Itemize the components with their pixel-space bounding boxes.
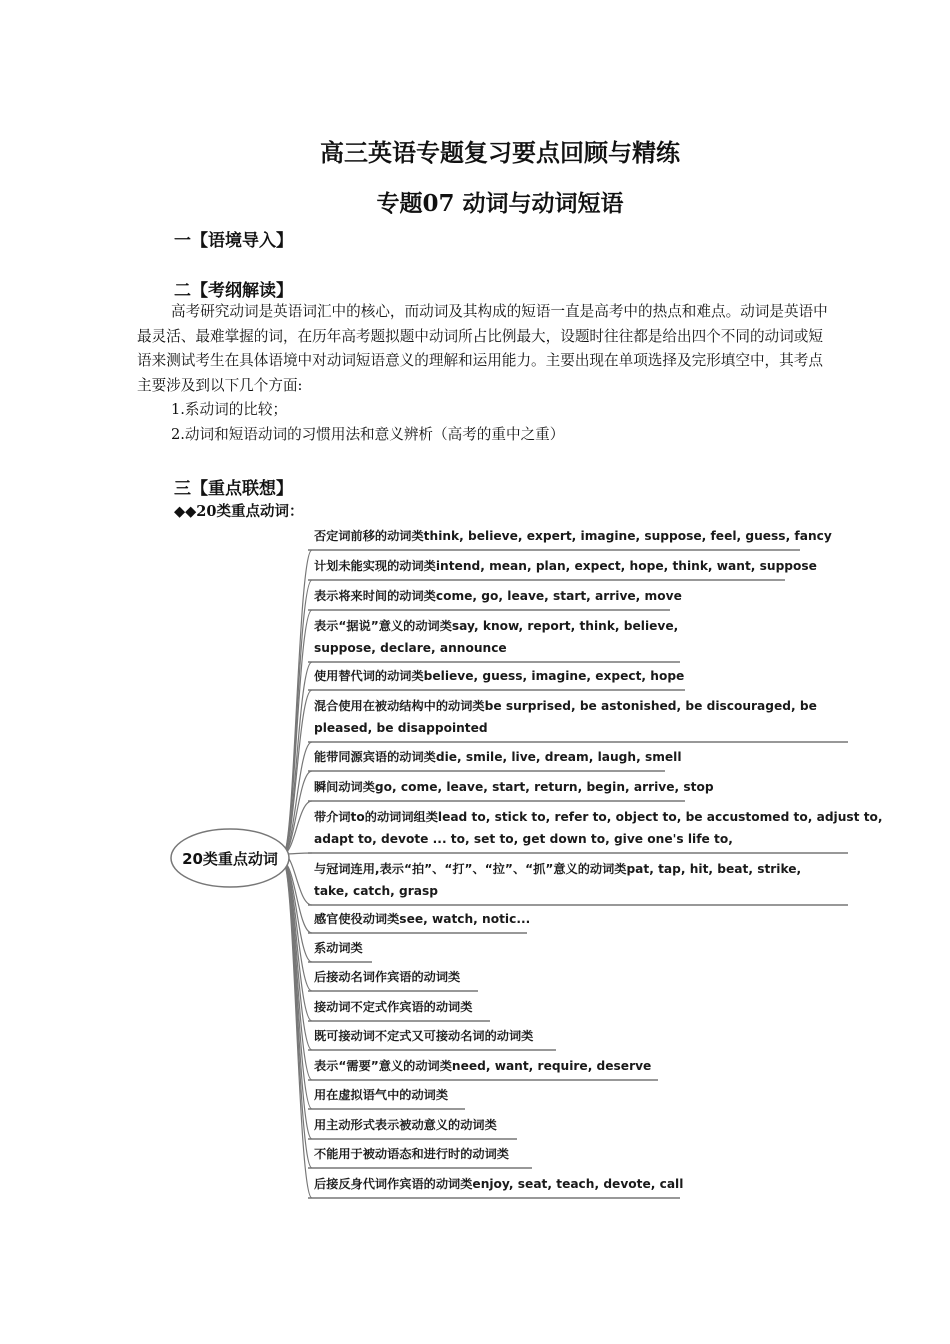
branch-label: 既可接动词不定式又可接动名词的动词类	[314, 1029, 534, 1043]
branch-label: 带介词to的动词词组类lead to, stick to, refer to, object to, be accustomed to, adjust to,	[314, 810, 883, 824]
branch-label: take, catch, grasp	[314, 884, 438, 898]
branch-label: suppose, declare, announce	[314, 641, 507, 655]
mindmap-connector	[283, 610, 312, 854]
branch-label: 用主动形式表示被动意义的动词类	[314, 1118, 497, 1132]
branch-label: 接动词不定式作宾语的动词类	[314, 1000, 473, 1014]
intro-paragraph: 高考研究动词是英语词汇中的核心，而动词及其构成的短语一直是高考中的热点和难点。动词是英语中最灵活、最难掌握的词，在历年高考题拟题中动词所占比例最大，设题时往往都是给出四个不同的动词或短语来测试考生在具体语境中对动词短语意义的理解和运用能力。主要出现在单项选择及完形填空中，其考点主要涉及到以下几个方面:	[137, 303, 828, 394]
branch-label: 不能用于被动语态和进行时的动词类	[314, 1147, 509, 1161]
branch-label: adapt to, devote ... to, set to, get down to, give one's life to,	[314, 832, 733, 846]
section-heading-1: 一【语境导入】	[174, 231, 293, 251]
branch-label: 计划未能实现的动词类intend, mean, plan, expect, hope, think, want, suppose	[314, 559, 817, 573]
branch-label: 表示“需要”意义的动词类need, want, require, deserve	[314, 1059, 652, 1073]
branch-label: 混合使用在被动结构中的动词类be surprised, be astonished, be discouraged, be	[314, 699, 817, 713]
mindmap-heading: ◆◆20类重点动词：	[174, 503, 304, 520]
mindmap-center-label: 20类重点动词	[182, 850, 278, 868]
branch-label: 否定词前移的动词类think, believe, expert, imagine, suppose, feel, guess, fancy	[314, 529, 832, 543]
branch-label: 表示将来时间的动词类come, go, leave, start, arrive, move	[314, 589, 682, 603]
intro-list-item-2: 2.动词和短语动词的习惯用法和意义辨析（高考的重中之重）	[171, 425, 565, 443]
branch-label: pleased, be disappointed	[314, 721, 488, 735]
branch-label: 后接反身代词作宾语的动词类enjoy, seat, teach, devote, call	[314, 1177, 684, 1191]
branch-label: 感官使役动词类see, watch, notic...	[314, 912, 531, 926]
branch-label: 后接动名词作宾语的动词类	[314, 970, 461, 984]
section-heading-2: 二【考纲解读】	[174, 281, 293, 301]
branch-label: 系动词类	[314, 941, 363, 955]
branch-label: 用在虚拟语气中的动词类	[314, 1088, 449, 1102]
intro-list-item-1: 1.系动词的比较；	[171, 401, 288, 418]
branch-label: 与冠词连用,表示“拍”、“打”、“拉”、“抓”意义的动词类pat, tap, hit, beat, strike,	[314, 862, 802, 876]
branch-label: 使用替代词的动词类believe, guess, imagine, expect, hope	[314, 669, 685, 683]
branch-label: 瞬间动词类go, come, leave, start, return, begin, arrive, stop	[314, 780, 714, 794]
branch-label: 能带同源宾语的动词类die, smile, live, dream, laugh, smell	[314, 750, 682, 764]
section-heading-3: 三【重点联想】	[174, 479, 293, 499]
branch-label: 表示“据说”意义的动词类say, know, report, think, believe,	[314, 619, 679, 633]
document-title: 高三英语专题复习要点回顾与精练	[320, 138, 680, 167]
document-subtitle: 专题07 动词与动词短语	[376, 190, 624, 217]
